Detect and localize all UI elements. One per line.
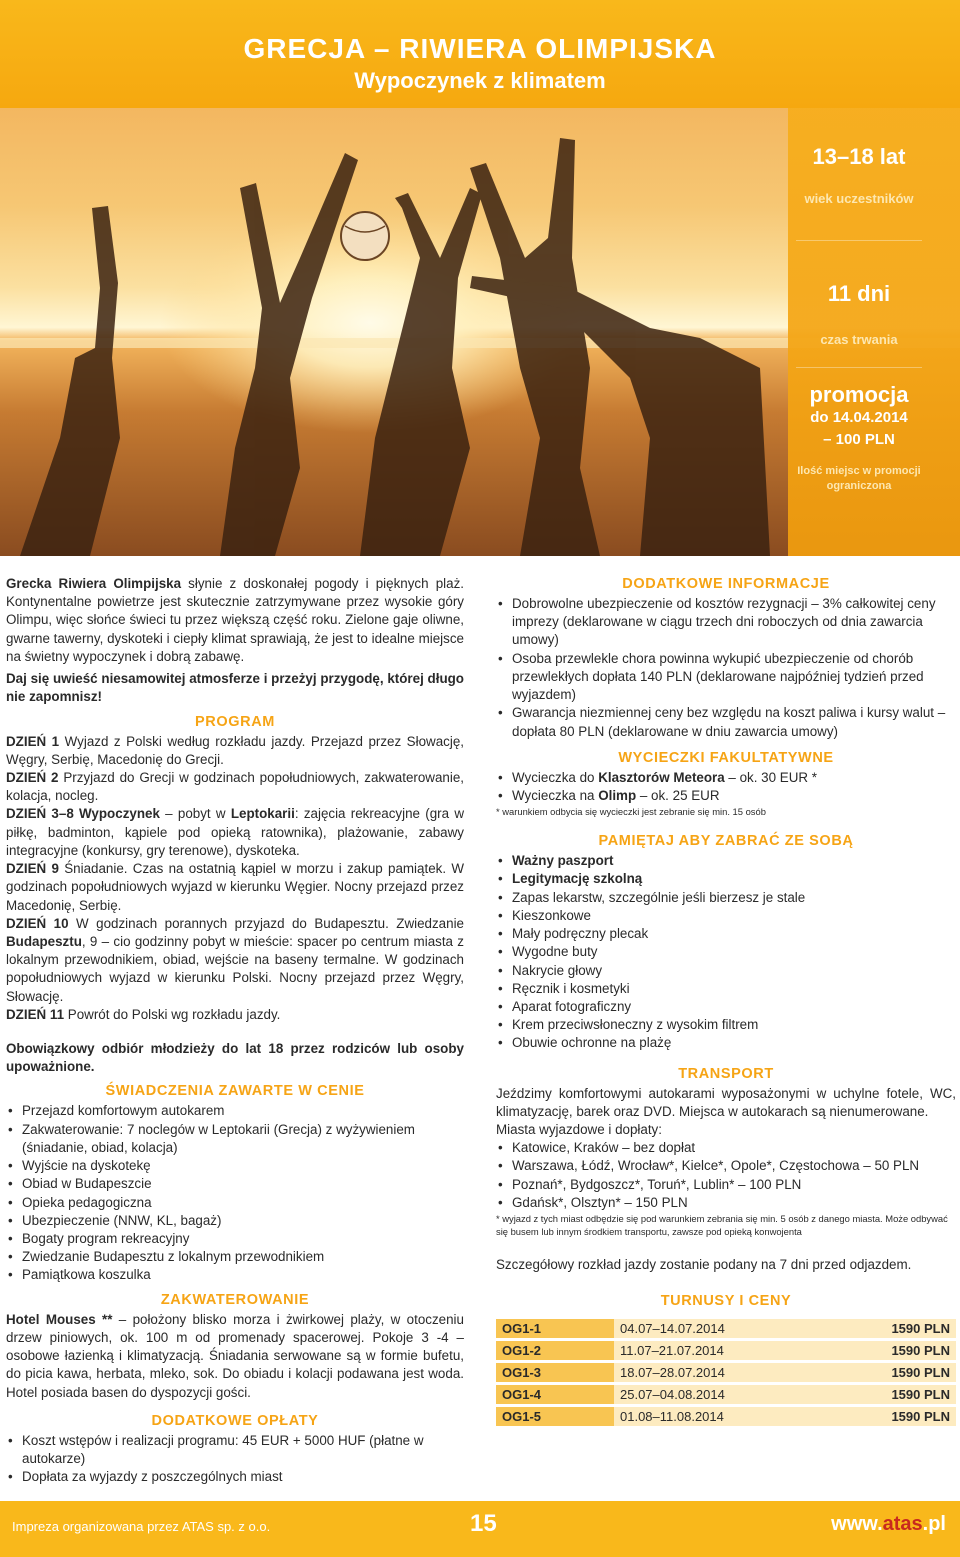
intro-bold: Daj się uwieść niesamowitej atmosferze i przeżyj przygodę, której długo nie zapomnisz!: [6, 671, 464, 705]
extra-costs-list: [6, 1432, 464, 1487]
list-item: • Wyjście na dyskotekę: [6, 1157, 464, 1175]
duration-value: 11 dni: [827, 281, 891, 306]
table-row: OG1-5 01.08–11.08.2014 1590 PLN: [496, 1407, 956, 1426]
table-row: OG1-2 11.07–21.07.2014 1590 PLN: [496, 1341, 956, 1360]
website-link[interactable]: www.atas.pl: [831, 1513, 946, 1535]
trips-list: [496, 769, 956, 805]
list-item: • Bogaty program rekreacyjny: [6, 1230, 464, 1248]
right-column: [496, 575, 956, 1429]
extra-info-heading: DODATKOWE INFORMACJE: [622, 576, 830, 592]
included-heading: ŚWIADCZENIA ZAWARTE W CENIE: [105, 1083, 365, 1100]
list-item: • Krem przeciwsłoneczny z wysokim filtrem: [496, 1016, 956, 1034]
left-column: [6, 575, 464, 1486]
list-item: • Pamiątkowa koszulka: [6, 1266, 464, 1284]
program-day: DZIEŃ 3–8 Wypoczynek – pobyt w Leptokarii: zajęcia rekreacyjne (gra w piłkę, badminton, kąpiele pod opieką ratownika), plażowanie, zabawy integracyjne (konkursy, gry terenowe), dyskoteka.: [6, 806, 464, 858]
obligatory-note: Obowiązkowy odbiór młodzieży do lat 18 przez rodziców lub osoby upoważnione.: [6, 1041, 464, 1075]
transport-heading: TRANSPORT: [678, 1065, 774, 1082]
page-subtitle: Wypoczynek z klimatem: [354, 68, 606, 93]
list-item: • Przejazd komfortowym autokarem: [6, 1102, 464, 1120]
included-list: [6, 1102, 464, 1284]
list-item: • Legitymację szkolną: [496, 870, 956, 888]
promo-note: Ilość miejsc w promocji ograniczona: [797, 465, 921, 492]
list-item: • Katowice, Kraków – bez dopłat: [496, 1139, 956, 1157]
promo-badge: [788, 108, 960, 556]
list-item: • Obiad w Budapeszcie: [6, 1175, 464, 1193]
list-item: • Aparat fotograficzny: [496, 998, 956, 1016]
turnusy-heading: TURNUSY I CENY: [660, 1293, 792, 1310]
hero-photo: [0, 108, 960, 556]
transport-places-label: Miasta wyjazdowe i dopłaty:: [496, 1122, 662, 1138]
organizer-text: Impreza organizowana przez ATAS sp. z o.o.: [12, 1519, 271, 1534]
list-item: • Ręcznik i kosmetyki: [496, 980, 956, 998]
schedule-note: Szczegółowy rozkład jazdy zostanie podany na 7 dni przed odjazdem.: [496, 1257, 912, 1273]
page-title: GRECJA – RIWIERA OLIMPIJSKA: [243, 33, 717, 64]
program-day: DZIEŃ 10 W godzinach porannych przyjazd do Budapesztu. Zwiedzanie Budapesztu, 9 – cio godzinny pobyt w mieście: spacer po centrum miasta z lokalnym przewodnikiem, obiad, wejście na baseny termalne. W godzinach popołudniowych wyjazd w kierunku Polski. Nocny przejazd przez Węgry, Słowację.: [6, 915, 464, 1004]
list-item: • Obuwie ochronne na plażę: [496, 1034, 956, 1052]
program-heading: PROGRAM: [195, 713, 275, 730]
list-item: • Nakrycie głowy: [496, 962, 956, 980]
extra-costs-heading: DODATKOWE OPŁATY: [151, 1412, 319, 1429]
list-item: • Ważny paszport: [496, 852, 956, 870]
table-row: OG1-4 25.07–04.08.2014 1590 PLN: [496, 1385, 956, 1404]
list-item: • Zakwaterowanie: 7 noclegów w Leptokarii (Grecja) z wyżywieniem (śniadanie, obiad, kolacja): [6, 1121, 464, 1157]
list-item: • Osoba przewlekle chora powinna wykupić ubezpieczenie od chorób przewlekłych dopłata 140 PLN (deklarowane najpóźniej tydzień przed wyjazdem): [496, 650, 956, 705]
accommodation-text: Hotel Mouses ** – położony blisko morza i żwirkowej plaży, w otoczeniu drzew piniowych, ok. 100 m od promenady spacerowej. Pokoje 3 -4 – osobowe łazienką i klimatyzacją. Śniadania serwowane są w formie bufetu, do picia kawa, herbata, mleko, sok. Do obiadu i kolacji podawana jest woda. Hotel posiada basen do dyspozycji gości.: [6, 1311, 464, 1400]
list-item: • Gwarancja niezmiennej ceny bez względu na koszt paliwa i kursy walut – dopłata 80 PLN (deklarowane w dniu zawarcia umowy): [496, 704, 956, 740]
promo-title: promocja: [809, 382, 909, 407]
age-label: wiek uczestników: [804, 191, 914, 206]
list-item: • Wycieczka na Olimp – ok. 25 EUR: [496, 787, 956, 805]
list-item: • Dobrowolne ubezpieczenie od kosztów rezygnacji – 3% całkowitej ceny imprezy (deklarowane w ciągu trzech dni roboczych od dnia zawarcia umowy): [496, 595, 956, 650]
list-item: • Gdańsk*, Olsztyn* – 150 PLN: [496, 1194, 956, 1212]
promo-date: do 14.04.2014: [810, 409, 908, 426]
accommodation-heading: ZAKWATEROWANIE: [160, 1291, 310, 1308]
trips-heading: WYCIECZKI FAKULTATYWNE: [618, 749, 834, 766]
age-value: 13–18 lat: [812, 144, 906, 169]
list-item: • Dopłata za wyjazdy z poszczególnych miast: [6, 1468, 464, 1486]
table-row: OG1-3 18.07–28.07.2014 1590 PLN: [496, 1363, 956, 1382]
duration-label: czas trwania: [820, 332, 898, 347]
remember-heading: PAMIĘTAJ ABY ZABRAĆ ZE SOBĄ: [598, 833, 854, 850]
program-day: DZIEŃ 1 Wyjazd z Polski według rozkładu jazdy. Przejazd przez Słowację, Węgry, Serbię, Macedonię do Grecji.: [6, 733, 464, 767]
list-item: • Opieka pedagogiczna: [6, 1194, 464, 1212]
program-day: DZIEŃ 2 Przyjazd do Grecji w godzinach popołudniowych, zakwaterowanie, kolacja, nocleg.: [6, 769, 465, 804]
list-item: • Zwiedzanie Budapesztu z lokalnym przewodnikiem: [6, 1248, 464, 1266]
turnusy-table: [496, 1316, 956, 1429]
list-item: • Mały podręczny plecak: [496, 925, 956, 943]
list-item: • Poznań*, Bydgoszcz*, Toruń*, Lublin* – 100 PLN: [496, 1176, 956, 1194]
transport-text: Jeździmy komfortowymi autokarami wyposażonymi w uchylne fotele, WC, klimatyzację, barek oraz DVD. Miejsca w autokarach są nienumerowane.: [496, 1085, 956, 1119]
remember-list: [496, 852, 956, 1052]
program-day: DZIEŃ 11 Powrót do Polski wg rozkładu jazdy.: [6, 1006, 281, 1022]
list-item: • Zapas lekarstw, szczególnie jeśli bierzesz je stale: [496, 889, 956, 907]
list-item: • Ubezpieczenie (NNW, KL, bagaż): [6, 1212, 464, 1230]
list-item: • Wygodne buty: [496, 943, 956, 961]
program-day: DZIEŃ 9 Śniadanie. Czas na ostatnią kąpiel w morzu i zakup pamiątek. W godzinach popołudniowych wyjazd w kierunku Węgier. Nocny przejazd przez Macedonię, Serbię.: [6, 861, 464, 913]
list-item: • Warszawa, Łódź, Wrocław*, Kielce*, Opole*, Częstochowa – 50 PLN: [496, 1157, 956, 1175]
page-footer: [0, 1501, 960, 1557]
intro-text: Grecka Riwiera Olimpijska słynie z doskonałej pogody i pięknych plaż. Kontynentalne powietrze jest skutecznie zatrzymywane przez wysokie góry Olimpu, więc słońce świeci tu przez większą część roku. Zielone gaje oliwne, gwarne tawerny, dyskoteki i ciepły klimat sprawiają, że jest to idealne miejsce na świetny wypoczynek i dobrą zabawę.: [6, 576, 464, 664]
table-row: OG1-1 04.07–14.07.2014 1590 PLN: [496, 1319, 956, 1338]
transport-note: * wyjazd z tych miast odbędzie się pod warunkiem zebrania się min. 5 osób z danego miasta. Może odbywać się busem lub innym środkiem transportu, zawsze pod opieką konwojenta: [496, 1213, 948, 1238]
list-item: • Koszt wstępów i realizacji programu: 45 EUR + 5000 HUF (płatne w autokarze): [6, 1432, 464, 1468]
list-item: • Kieszonkowe: [496, 907, 956, 925]
list-item: • Wycieczka do Klasztorów Meteora – ok. 30 EUR *: [496, 769, 956, 787]
trips-note: * warunkiem odbycia się wycieczki jest zebranie się min. 15 osób: [496, 806, 766, 818]
extra-info-list: [496, 595, 956, 741]
page-header: [0, 0, 960, 108]
promo-amount: – 100 PLN: [823, 431, 895, 448]
transport-list: [496, 1139, 956, 1212]
page-number: 15: [470, 1510, 497, 1537]
